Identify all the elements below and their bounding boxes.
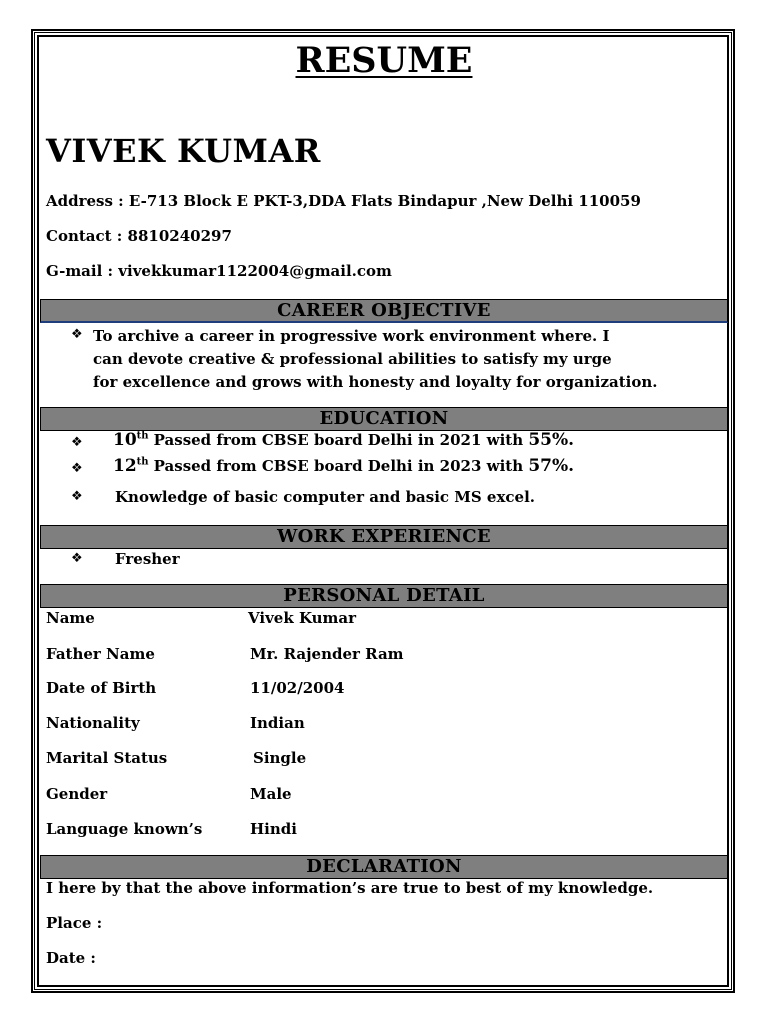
education-percent: 57%. [528,456,575,476]
detail-label: Date of Birth [46,679,157,697]
date-field: Date : [46,949,96,967]
resume-title: RESUME [295,40,473,81]
detail-value: Indian [250,714,305,732]
detail-label: Language known’s [46,820,203,838]
work-experience-item: Fresher [115,550,180,568]
address-line: Address : E-713 Block E PKT-3,DDA Flats Bindapur ,New Delhi 110059 [46,192,641,210]
four-diamond-bullet-icon: ❖ [71,489,83,504]
email-line: G-mail : vivekkumar1122004@gmail.com [46,262,392,280]
education-grade: 10 [113,430,137,450]
detail-value: Mr. Rajender Ram [250,645,404,663]
four-diamond-bullet-icon: ❖ [71,327,83,342]
place-field: Place : [46,914,103,932]
section-heading-work-experience: WORK EXPERIENCE [40,525,728,549]
candidate-name: VIVEK KUMAR [46,132,321,170]
education-extra: Knowledge of basic computer and basic MS excel. [115,488,536,506]
education-text: Passed from CBSE board Delhi in 2021 with [153,431,529,449]
education-item [113,430,574,450]
education-grade: 12 [113,456,137,476]
objective-line: can devote creative & professional abilities to satisfy my urge [93,350,612,368]
detail-value: Vivek Kumar [248,609,357,627]
detail-label: Father Name [46,645,155,663]
section-heading-declaration: DECLARATION [40,855,728,879]
grade-suffix: th [136,430,149,442]
section-heading-career-objective: CAREER OBJECTIVE [40,299,728,323]
education-text: Passed from CBSE board Delhi in 2023 with [153,457,529,475]
detail-value: 11/02/2004 [250,679,345,697]
section-heading-personal-detail: PERSONAL DETAIL [40,584,728,608]
declaration-text: I here by that the above information’s are true to best of my knowledge. [46,879,654,897]
detail-label: Gender [46,785,108,803]
detail-label: Nationality [46,714,140,732]
grade-suffix: th [136,456,149,468]
education-percent: 55%. [528,430,575,450]
detail-label: Marital Status [46,749,168,767]
four-diamond-bullet-icon: ❖ [71,435,83,450]
section-heading-education: EDUCATION [40,407,728,431]
education-item [113,456,574,476]
objective-line: for excellence and grows with honesty and loyalty for organization. [93,373,658,391]
detail-label: Name [46,609,95,627]
detail-value: Male [250,785,292,803]
objective-line: To archive a career in progressive work environment where. I [93,327,610,345]
four-diamond-bullet-icon: ❖ [71,551,83,566]
page-border-inner [37,35,729,987]
detail-value: Hindi [250,820,297,838]
four-diamond-bullet-icon: ❖ [71,461,83,476]
detail-value: Single [253,749,307,767]
contact-line: Contact : 8810240297 [46,227,232,245]
